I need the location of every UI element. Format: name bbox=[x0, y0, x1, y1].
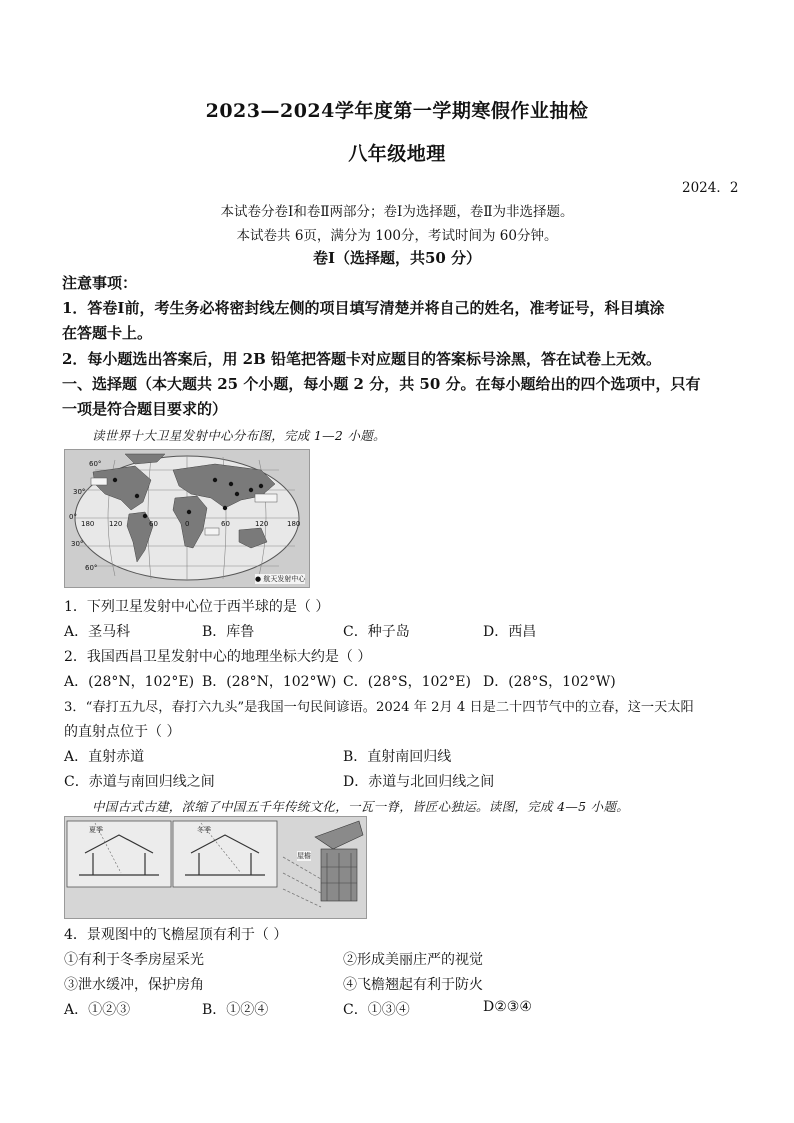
question-3-option-b: B．直射南回归线 bbox=[343, 749, 452, 765]
intro-line-2: 本试卷共 6页，满分为 100分，考试时间为 60分钟。 bbox=[236, 228, 558, 244]
question-3-stem-line-1: 3．“春打五九尽，春打六九头”是我国一句民间谚语。2024 年 2月 4 日是二十四节气中的立春，这一天太阳 bbox=[64, 700, 694, 715]
question-4-statement-3: ③泄水缓冲，保护房角 bbox=[64, 977, 204, 993]
question-4-statement-4: ④飞檐翘起有利于防火 bbox=[343, 977, 483, 993]
question-1-option-d: D．西昌 bbox=[483, 624, 537, 640]
question-1-stem: 1．下列卫星发射中心位于西半球的是（ ） bbox=[64, 599, 330, 615]
map-lon-label-2: 120 bbox=[109, 520, 123, 528]
map-lat-label-3: 0° bbox=[69, 513, 77, 521]
map-lon-label-7: 180 bbox=[287, 520, 301, 528]
question-4-option-c: C．①③④ bbox=[343, 1002, 410, 1018]
ancient-house-image bbox=[65, 817, 366, 918]
map-lon-label-4: 0 bbox=[185, 520, 190, 528]
question-stem-1-2: 读世界十大卫星发射中心分布图，完成 1—2 小题。 bbox=[92, 428, 386, 443]
question-4-option-d: D②③④ bbox=[483, 999, 532, 1015]
question-4-option-b: B．①②④ bbox=[202, 1002, 269, 1018]
map-lat-label-2: 30° bbox=[73, 488, 86, 496]
house-caption-summer: 夏季 bbox=[89, 826, 103, 834]
map-lat-label-1: 60° bbox=[89, 460, 102, 468]
world-map-image bbox=[65, 450, 309, 587]
exam-date: 2024．2 bbox=[682, 180, 739, 196]
part1-heading-line-1: 一、选择题（本大题共 25 个小题，每小题 2 分，共 50 分。在每小题给出的四个选项中，只有 bbox=[62, 375, 701, 393]
notes-heading: 注意事项： bbox=[62, 274, 138, 292]
exam-subject: 八年级地理 bbox=[348, 143, 446, 165]
question-1-option-b: B．库鲁 bbox=[202, 624, 255, 640]
map-lon-label-1: 180 bbox=[81, 520, 95, 528]
world-map-figure bbox=[64, 449, 310, 588]
question-2-option-c: C．(28°S，102°E) bbox=[343, 674, 471, 690]
exam-title: 2023—2024学年度第一学期寒假作业抽检 bbox=[205, 100, 589, 122]
question-2-option-a: A．(28°N，102°E) bbox=[64, 674, 195, 690]
intro-line-1: 本试卷分卷Ⅰ和卷Ⅱ两部分；卷Ⅰ为选择题，卷Ⅱ为非选择题。 bbox=[220, 204, 574, 220]
question-2-stem: 2．我国西昌卫星发射中心的地理坐标大约是（ ） bbox=[64, 649, 372, 665]
question-stem-4-5: 中国古式古建，浓缩了中国五千年传统文化，一瓦一脊，皆匠心独运。读图，完成 4—5 小题。 bbox=[92, 799, 630, 814]
house-caption-eaves: 屋檐 bbox=[297, 852, 311, 860]
map-lat-label-5: 60° bbox=[85, 564, 98, 572]
question-4-option-a: A．①②③ bbox=[64, 1002, 131, 1018]
map-lat-label-4: 30° bbox=[71, 540, 84, 548]
question-2-option-b: B．(28°N，102°W) bbox=[202, 674, 337, 690]
map-lon-label-3: 60 bbox=[149, 520, 158, 528]
question-1-option-a: A．圣马科 bbox=[64, 624, 131, 640]
notes-item-2: 2．每小题选出答案后，用 2B 铅笔把答题卡对应题目的答案标号涂黑，答在试卷上无效。 bbox=[62, 350, 662, 368]
question-3-stem-line-2: 的直射点位于（ ） bbox=[64, 724, 181, 740]
question-3-option-a: A．直射赤道 bbox=[64, 749, 145, 765]
question-3-option-c: C．赤道与南回归线之间 bbox=[64, 774, 215, 790]
map-legend: ● 航天发射中心 bbox=[255, 575, 306, 583]
section-title: 卷Ⅰ（选择题，共50 分） bbox=[312, 249, 482, 267]
notes-item-1-line-1: 1．答卷Ⅰ前，考生务必将密封线左侧的项目填写清楚并将自己的姓名，准考证号，科目填涂 bbox=[62, 299, 665, 317]
house-caption-winter: 冬季 bbox=[197, 826, 211, 834]
question-1-option-c: C．种子岛 bbox=[343, 624, 410, 640]
notes-item-1-line-2: 在答题卡上。 bbox=[62, 324, 153, 342]
map-lon-label-6: 120 bbox=[255, 520, 269, 528]
ancient-house-figure bbox=[64, 816, 367, 919]
map-lon-label-5: 60 bbox=[221, 520, 230, 528]
part1-heading-line-2: 一项是符合题目要求的） bbox=[62, 400, 228, 418]
question-3-option-d: D．赤道与北回归线之间 bbox=[343, 774, 495, 790]
question-4-statement-1: ①有利于冬季房屋采光 bbox=[64, 952, 204, 968]
question-4-statement-2: ②形成美丽庄严的视觉 bbox=[343, 952, 483, 968]
question-2-option-d: D．(28°S，102°W) bbox=[483, 674, 616, 690]
question-4-stem: 4．景观图中的飞檐屋顶有利于（ ） bbox=[64, 927, 288, 943]
